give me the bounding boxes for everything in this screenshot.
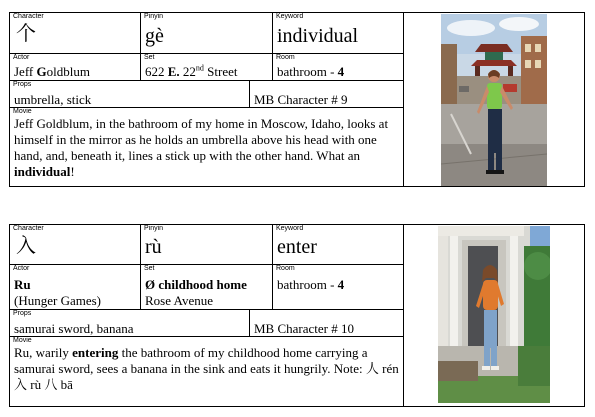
character-label: Character [13, 225, 44, 232]
movie-cell [10, 108, 404, 186]
mb-character-value: MB Character # 10 [254, 321, 355, 336]
actor-label: Actor [13, 54, 30, 61]
room-value: bathroom - 4 [277, 277, 345, 292]
pinyin-label: Pinyin [144, 13, 164, 20]
movie-label: Movie [13, 108, 32, 115]
actor-value: Ru [14, 277, 31, 292]
room-value: bathroom - 4 [277, 64, 345, 79]
character-value: 个 [16, 23, 36, 45]
keyword-label: Keyword [276, 225, 304, 232]
photo-porch-doorway [438, 226, 550, 403]
room-label: Room [276, 265, 295, 272]
movie-text: Jeff Goldblum, in the bathroom of my home in Moscow, Idaho, looks at himself in the mirror as he holds an umbrella above his head with one hand, and, beneath it, lines a stick up with the other hand. What an individual! [14, 116, 389, 179]
keyword-cell [273, 225, 404, 265]
actor-value: Jeff Goldblum [14, 64, 90, 79]
props-value: umbrella, stick [14, 92, 92, 107]
set-value: Ø childhood home [145, 277, 247, 292]
character-cell [10, 225, 141, 265]
props-label: Props [13, 310, 32, 317]
movie-cell [10, 337, 404, 406]
room-cell [273, 54, 404, 81]
room-label: Room [276, 54, 295, 61]
set-cell [141, 54, 273, 81]
set-value: 622 E. 22nd Street [145, 63, 238, 79]
flashcard-ru [9, 224, 585, 407]
set-note: Rose Avenue [145, 293, 213, 308]
actor-label: Actor [13, 265, 30, 272]
pinyin-cell [141, 13, 273, 54]
character-label: Character [13, 13, 44, 20]
set-label: Set [144, 265, 155, 272]
mb-character-value: MB Character # 9 [254, 92, 348, 107]
pinyin-value: gè [145, 25, 164, 47]
character-value: 入 [16, 235, 36, 257]
pinyin-value: rù [145, 236, 162, 258]
movie-text: Ru, warily entering the bathroom of my childhood home carrying a samurai sword, sees a banana in the sink and eats it hungrily. Note: 人 rén 入 rù 八 bā [14, 345, 399, 392]
props-cell [10, 81, 250, 108]
props-label: Props [13, 81, 32, 88]
keyword-cell [273, 13, 404, 54]
actor-cell [10, 54, 141, 81]
flashcard-ge [9, 12, 585, 187]
props-value: samurai sword, banana [14, 321, 134, 336]
pinyin-cell [141, 225, 273, 265]
character-cell [10, 13, 141, 54]
keyword-value: individual [277, 25, 359, 47]
set-cell [141, 265, 273, 310]
photo-chinatown-gate [441, 14, 547, 186]
room-cell [273, 265, 404, 310]
actor-cell [10, 265, 141, 310]
keyword-label: Keyword [276, 13, 304, 20]
pinyin-label: Pinyin [144, 225, 164, 232]
keyword-value: enter [277, 236, 317, 258]
movie-label: Movie [13, 337, 32, 344]
actor-note: (Hunger Games) [14, 293, 101, 308]
mb-character-cell [250, 310, 404, 337]
set-label: Set [144, 54, 155, 61]
mb-character-cell [250, 81, 404, 108]
props-cell [10, 310, 250, 337]
